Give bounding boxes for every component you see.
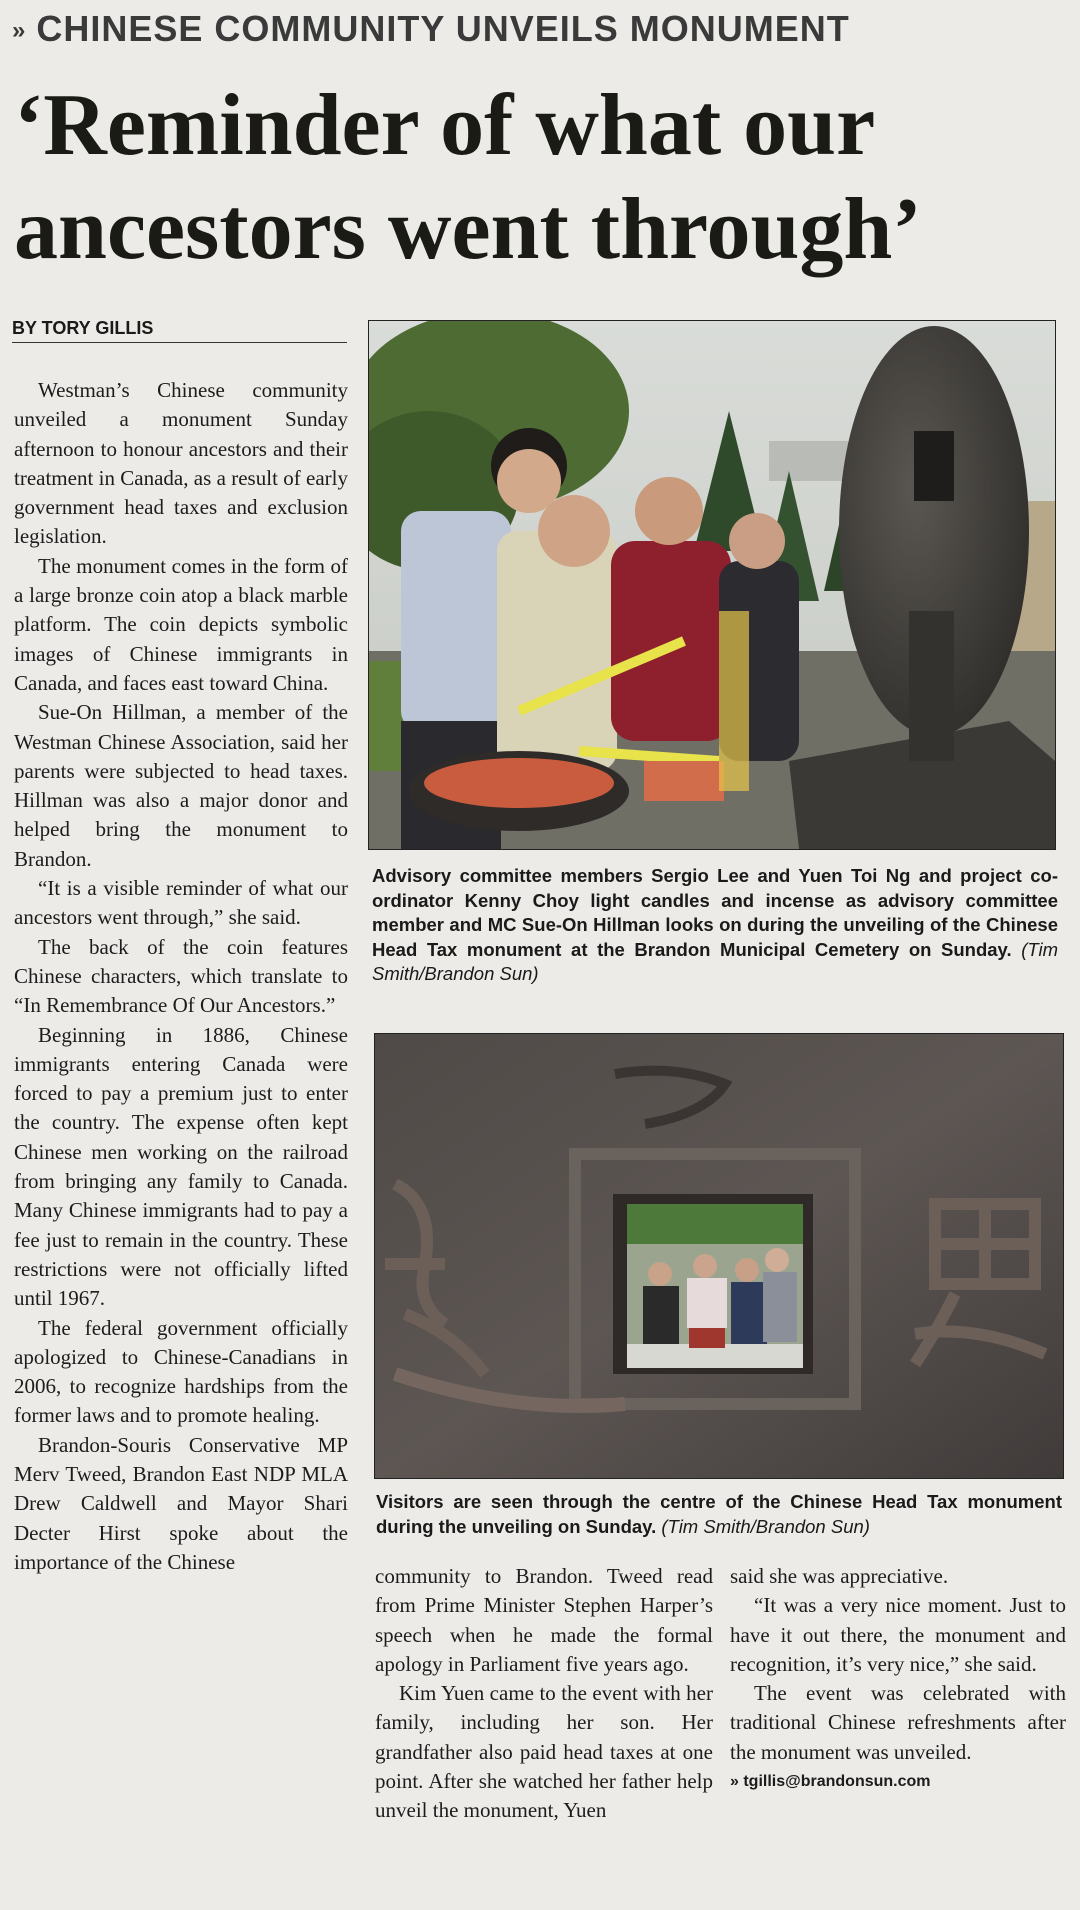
kicker-text: CHINESE COMMUNITY UNVEILS MONUMENT <box>36 8 850 49</box>
headline: ‘Reminder of what our ancestors went through’ <box>14 77 922 278</box>
article-column-3 <box>730 1562 1066 1796</box>
article-column-2 <box>375 1562 713 1826</box>
section-kicker <box>12 8 1072 50</box>
photo-candle-lighting <box>368 320 1056 850</box>
kicker-arrow-icon: » <box>12 17 27 45</box>
paragraph: Brandon-Souris Conservative MP Merv Tweed, Brandon East NDP MLA Drew Caldwell and Mayor Shari Decter Hirst spoke about the importance of the Chinese <box>14 1432 348 1574</box>
photo-credit: (Tim Smith/Brandon Sun) <box>372 938 1059 984</box>
paragraph: Beginning in 1886, Chinese immigrants entering Canada were forced to pay a premium just to enter the country. The expense often kept Chinese men working on the railroad from bringing any family to Canada. Many Chinese immigrants had to pay a fee just to remain in the country. These restrictions were not officially lifted until 1967. <box>14 1022 348 1311</box>
paragraph: “It is a visible reminder of what our ancestors went through,” she said. <box>14 876 348 930</box>
article-column-1 <box>14 376 348 1577</box>
photo-monument-window <box>374 1033 1064 1479</box>
paragraph: Kim Yuen came to the event with her family, including her son. Her grandfather also paid head taxes at one point. After she watched her father help unveil the monument, Yuen <box>375 1681 713 1823</box>
photo-monument-window-image <box>375 1034 1063 1478</box>
photo-candle-lighting-image <box>369 321 1055 849</box>
paragraph: The federal government officially apologized to Chinese-Canadians in 2006, to recognize hardships from the former laws and to promote healing. <box>14 1315 348 1428</box>
author-email-link[interactable]: » tgillis@brandonsun.com <box>730 1773 931 1791</box>
paragraph: Westman’s Chinese community unveiled a monument Sunday afternoon to honour ancestors and their treatment in Canada, as a result of early government head taxes and exclusion legislation. <box>14 378 348 549</box>
paragraph: “It was a very nice moment. Just to have it out there, the monument and recognition, it’s very nice,” she said. <box>730 1593 1066 1676</box>
paragraph: community to Brandon. Tweed read from Prime Minister Stephen Harper’s speech when he made the formal apology in Parliament five years ago. <box>375 1564 713 1676</box>
byline: BY TORY GILLIS <box>12 318 347 343</box>
paragraph: The monument comes in the form of a large bronze coin atop a black marble platform. The coin depicts symbolic images of Chinese immigrants in Canada, and faces east toward China. <box>14 553 348 695</box>
paragraph: said she was appreciative. <box>730 1564 949 1588</box>
paragraph: The back of the coin features Chinese characters, which translate to “In Remembrance Of Our Ancestors.” <box>14 934 348 1018</box>
caption-text: Advisory committee members Sergio Lee and Yuen Toi Ng and project co-ordinator Kenny Choy light candles and incense as advisory committee member and MC Sue-On Hillman looks on during the unveiling of the Chinese Head Tax monument at the Brandon Municipal Cemetery on Sunday. <box>372 865 1058 960</box>
photo-caption-2 <box>376 1490 1062 1539</box>
photo-credit: (Tim Smith/Brandon Sun) <box>661 1515 870 1537</box>
paragraph: Sue-On Hillman, a member of the Westman Chinese Association, said her parents were subjected to head taxes. Hillman was also a major donor and helped bring the monument to Brandon. <box>14 700 348 871</box>
caption-text: Visitors are seen through the centre of the Chinese Head Tax monument during the unveiling on Sunday. <box>376 1491 1062 1537</box>
photo-caption-1 <box>372 864 1058 987</box>
paragraph: The event was celebrated with traditional Chinese refreshments after the monument was unveiled. <box>730 1681 1066 1764</box>
